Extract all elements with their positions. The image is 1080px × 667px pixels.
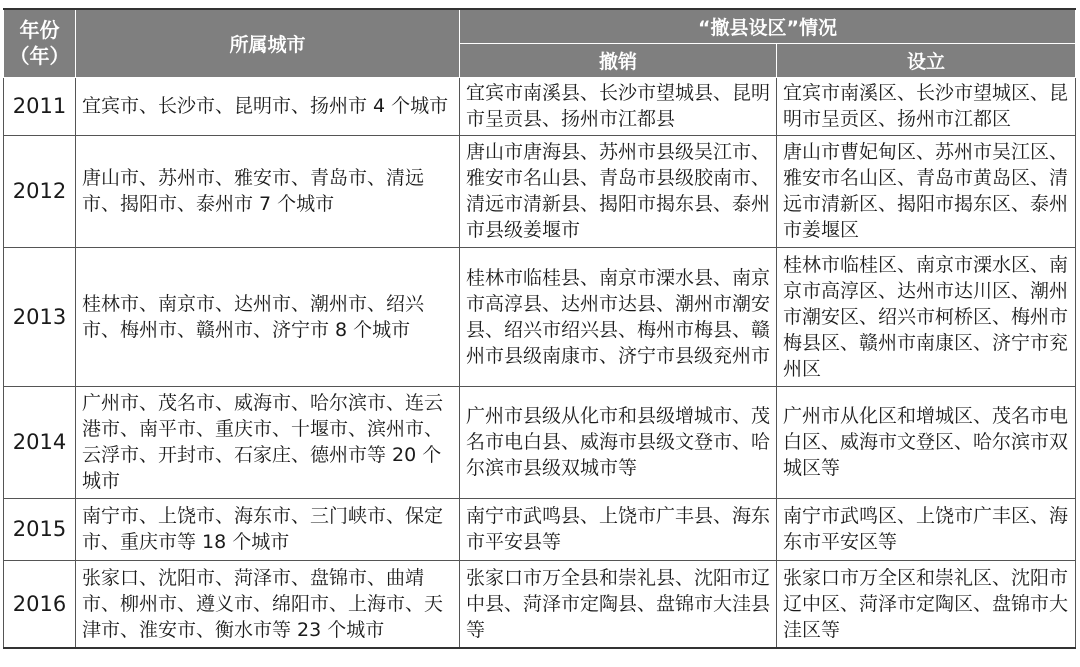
year-cell: 2012 xyxy=(4,135,76,247)
revoke-cell: 张家口市万全县和崇礼县、沈阳市辽中县、菏泽市定陶县、盘锦市大洼县等 xyxy=(460,560,777,648)
year-cell: 2016 xyxy=(4,560,76,648)
year-cell: 2014 xyxy=(4,386,76,498)
year-header xyxy=(4,9,76,77)
table-row xyxy=(4,135,1076,247)
table-row xyxy=(4,560,1076,648)
establish-cell: 宜宾市南溪区、长沙市望城区、昆明市呈贡区、扬州市江都区 xyxy=(777,77,1076,135)
revoke-cell: 唐山市唐海县、苏州市县级吴江市、雅安市名山县、青岛市县级胶南市、清远市清新县、揭阳市揭东县、泰州市县级姜堰市 xyxy=(460,135,777,247)
establish-cell: 桂林市临桂区、南京市溧水区、南京市高淳区、达州市达川区、潮州市潮安区、绍兴市柯桥区、梅州市梅县区、赣州市南康区、济宁市兖州区 xyxy=(777,247,1076,386)
establish-cell: 南宁市武鸣区、上饶市广丰区、海东市平安区等 xyxy=(777,498,1076,560)
establish-cell: 唐山市曹妃甸区、苏州市吴江区、雅安市名山区、青岛市黄岛区、清远市清新区、揭阳市揭东区、泰州市姜堰区 xyxy=(777,135,1076,247)
table-row xyxy=(4,386,1076,498)
cities-cell: 唐山市、苏州市、雅安市、青岛市、清远市、揭阳市、泰州市 7 个城市 xyxy=(76,135,460,247)
cities-cell: 桂林市、南京市、达州市、潮州市、绍兴市、梅州市、赣州市、济宁市 8 个城市 xyxy=(76,247,460,386)
year-header-line1: 年份 xyxy=(19,18,60,43)
revoke-header: 撤销 xyxy=(460,43,777,77)
county-to-district-table xyxy=(3,8,1076,649)
establish-cell: 广州市从化区和增城区、茂名市电白区、威海市文登区、哈尔滨市双城区等 xyxy=(777,386,1076,498)
establish-cell: 张家口市万全区和崇礼区、沈阳市辽中区、菏泽市定陶区、盘锦市大洼区等 xyxy=(777,560,1076,648)
cities-cell: 广州市、茂名市、威海市、哈尔滨市、连云港市、南平市、重庆市、十堰市、滨州市、云浮市、开封市、石家庄、德州市等 20 个城市 xyxy=(76,386,460,498)
revoke-cell: 桂林市临桂县、南京市溧水县、南京市高淳县、达州市达县、潮州市潮安县、绍兴市绍兴县、梅州市梅县、赣州市县级南康市、济宁市县级兖州市 xyxy=(460,247,777,386)
situation-header: “撤县设区”情况 xyxy=(460,9,1076,43)
year-header-line2: （年） xyxy=(9,44,70,69)
table-row xyxy=(4,247,1076,386)
year-cell: 2013 xyxy=(4,247,76,386)
revoke-cell: 南宁市武鸣县、上饶市广丰县、海东市平安县等 xyxy=(460,498,777,560)
establish-header: 设立 xyxy=(777,43,1076,77)
cities-cell: 张家口、沈阳市、菏泽市、盘锦市、曲靖市、柳州市、遵义市、绵阳市、上海市、天津市、淮安市、衡水市等 23 个城市 xyxy=(76,560,460,648)
cities-cell: 南宁市、上饶市、海东市、三门峡市、保定市、重庆市等 18 个城市 xyxy=(76,498,460,560)
cities-cell: 宜宾市、长沙市、昆明市、扬州市 4 个城市 xyxy=(76,77,460,135)
cities-header: 所属城市 xyxy=(76,9,460,77)
revoke-cell: 广州市县级从化市和县级增城市、茂名市电白县、威海市县级文登市、哈尔滨市县级双城市等 xyxy=(460,386,777,498)
table-row xyxy=(4,498,1076,560)
table-row xyxy=(4,77,1076,135)
year-cell: 2011 xyxy=(4,77,76,135)
year-cell: 2015 xyxy=(4,498,76,560)
revoke-cell: 宜宾市南溪县、长沙市望城县、昆明市呈贡县、扬州市江都县 xyxy=(460,77,777,135)
